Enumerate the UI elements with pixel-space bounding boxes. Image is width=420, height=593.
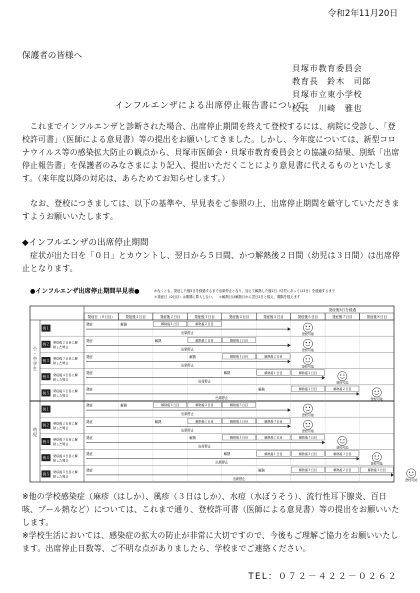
- ok-smiley-eye: [306, 423, 307, 424]
- ok-smiley-eye: [309, 358, 310, 359]
- chart-fever-count-label: 解熱後１日目: [229, 354, 249, 359]
- chart-fever-label: 解熱: [154, 338, 162, 343]
- chart-condition-text: 発症後５日目に解: [53, 470, 78, 475]
- chart-header-label: 発症後４日目: [228, 315, 250, 319]
- chart-example-label: 例２: [42, 423, 50, 428]
- chart-onset-label: 発症: [86, 436, 93, 440]
- chart-fever-count-label: 解熱後２日目: [298, 451, 317, 456]
- ok-smiley-icon: [303, 339, 312, 348]
- chart-fever-count-label: 解熱後１日目: [195, 338, 214, 343]
- ok-smiley-icon: [303, 355, 312, 364]
- chart-fever-count-label: 解熱後３日目: [229, 403, 249, 408]
- suspension-chart-svg: [22, 286, 418, 484]
- chart-onset-label: 発症: [86, 387, 93, 392]
- chart-example-label: 例１: [42, 407, 50, 412]
- ok-smiley-icon: [303, 323, 312, 332]
- chart-note: かなくとも、発症した後5日を経過するまで出席停止となり、加えて解熱した後2日（幼児にあっては3日）を経過するまで: [154, 289, 335, 293]
- chart-fever-label: 解熱: [223, 452, 231, 457]
- ok-smiley-eye: [375, 391, 376, 392]
- ok-smiley-eye: [306, 326, 307, 327]
- chart-condition-text: 発症後４日目に解: [53, 372, 78, 377]
- school-telephone: TEL：０７２－４２２－０２６２: [248, 572, 398, 582]
- ok-smiley-icon: [303, 404, 312, 413]
- document-title: インフルエンザによる出席停止報告書について: [114, 101, 306, 111]
- suspension-chart: [22, 286, 418, 484]
- chart-condition-text: 発症後３日目に解: [53, 356, 78, 361]
- chart-suspension-arrow: [288, 327, 291, 331]
- chart-condition-text: 熱した場合: [53, 344, 69, 349]
- chart-condition-text: 熱した場合: [53, 361, 69, 366]
- chart-ok-label: 登校可能: [301, 348, 315, 353]
- note-other-infections: ※他の学校感染症（麻疹（はしか）、風疹（３日はしか）、水痘（水ぼうそう）、流行性耳下腺炎、百日咳、プール熱など）については、これまで通り、登校許可書（医師による意見書）等の提出をお願いいたします。: [22, 492, 400, 527]
- sender-line: 教育長 鈴木 司郎: [292, 76, 372, 87]
- chart-fever-count-label: 解熱後２日目: [264, 435, 283, 440]
- ok-smiley-eye: [306, 342, 307, 343]
- ok-smiley-eye: [340, 374, 341, 375]
- chart-note: ＊発症日（0日目）は期間に算入しない。 ＊解熱日は解熱日から翌日1日と数え、間隔を数えます: [154, 295, 301, 299]
- chart-condition-text: 熱した場合: [53, 474, 69, 479]
- addressee: 保護者の皆様へ: [22, 51, 83, 61]
- chart-header-label: 発症後７日目: [332, 315, 353, 319]
- chart-fever-label: 解熱: [258, 468, 265, 473]
- chart-suspension-label: 出席停止: [232, 476, 246, 481]
- chart-fever-count-label: 解熱後２日目: [298, 370, 317, 375]
- body-paragraph-3: 症状が出た日を「０日」とカウントし、翌日から５日間、かつ解熱後２日間（幼児は３日間）は出席停止となります。: [22, 251, 400, 273]
- chart-condition-text: 発症後３日目に解: [53, 437, 78, 442]
- chart-condition-text: 熱した場合: [53, 442, 69, 447]
- ok-smiley-eye: [343, 374, 344, 375]
- chart-onset-label: 発症: [86, 371, 93, 376]
- chart-example-label: 例５: [42, 472, 50, 477]
- chart-group-label: 生: [33, 366, 37, 371]
- chart-example-label: 例２: [42, 342, 50, 347]
- ok-smiley-eye: [378, 391, 379, 392]
- chart-ok-label: 登校可能: [301, 364, 315, 369]
- ok-smiley-eye: [375, 455, 376, 456]
- chart-ok-label: 登校可能: [370, 396, 383, 401]
- chart-suspension-label: 出席停止: [198, 379, 211, 384]
- chart-suspension-arrow: [322, 441, 325, 445]
- chart-header-label: 発症後２日目: [159, 315, 181, 319]
- chart-fever-label: 解熱: [120, 322, 128, 327]
- ok-smiley-eye: [343, 439, 344, 440]
- chart-onset-label: 発症: [86, 468, 93, 473]
- chart-suspension-label: 出席停止: [215, 460, 229, 465]
- chart-fever-label: 解熱: [154, 419, 162, 424]
- chart-onset-label: 発症: [86, 403, 93, 408]
- chart-fever-count-label: 解熱後１日目: [264, 451, 283, 456]
- chart-fever-label: 解熱: [189, 436, 196, 440]
- chart-fever-count-label: 解熱後１日目: [229, 435, 249, 440]
- chart-header-label: 発症後８日目: [366, 315, 387, 319]
- chart-onset-label: 発症: [86, 452, 93, 457]
- ok-smiley-icon: [372, 388, 381, 397]
- chart-fever-count-label: 解熱後３日目: [333, 451, 352, 456]
- chart-title: ●インフルエンザ出席停止期間早見表●: [30, 288, 140, 295]
- chart-group-label: 学: [33, 361, 37, 366]
- document-date: 令和2年11月20日: [327, 9, 398, 19]
- chart-suspension-label: 出席停止: [180, 363, 194, 368]
- chart-condition-text: 発症後４日目に解: [53, 453, 78, 458]
- chart-suspension-arrow: [288, 425, 291, 429]
- ok-smiley-eye: [309, 423, 310, 424]
- chart-group-label: 小: [33, 346, 37, 351]
- chart-example-label: 例５: [42, 391, 50, 396]
- chart-suspension-label: 出席停止: [198, 444, 211, 449]
- chart-condition-text: 熱した場合: [53, 458, 69, 463]
- chart-header-label: 発症日（０日目）: [87, 315, 115, 319]
- chart-fever-count-label: 解熱後３日目: [264, 419, 283, 424]
- body-paragraph-2: なお、登校につきましては、以下の基準や、早見表をご参照の上、出席停止期間を厳守していただきますようお願いいたします。: [22, 199, 400, 221]
- chart-suspension-arrow: [391, 473, 394, 477]
- sender-line: 貝塚市立東小学校: [292, 89, 363, 100]
- ok-smiley-icon: [338, 372, 347, 381]
- chart-fever-count-label: 解熱後２日目: [264, 354, 283, 359]
- ok-smiley-icon: [372, 453, 381, 462]
- chart-condition-text: 発症後５日目に解: [53, 389, 78, 394]
- chart-onset-label: 発症: [86, 355, 93, 359]
- chart-fever-count-label: 解熱後１日目: [264, 370, 283, 375]
- chart-fever-label: 解熱: [189, 355, 196, 359]
- chart-ok-label: 登校可能: [301, 413, 315, 417]
- chart-suspension-arrow: [288, 360, 291, 364]
- chart-suspension-label: 出席停止: [180, 412, 194, 417]
- chart-group-label: ・: [33, 351, 37, 356]
- chart-fever-count-label: 解熱後１日目: [298, 387, 317, 391]
- chart-suspension-arrow: [357, 392, 360, 396]
- chart-ok-label: 登校可能: [336, 380, 349, 385]
- chart-suspension-arrow: [288, 408, 291, 412]
- chart-fever-label: 解熱: [258, 387, 265, 392]
- chart-header-label: 発症後６日目: [297, 315, 319, 319]
- note-cooperation: ※学校生活においては、感染症の拡大の防止が非常に大切ですので、今後もご理解ご協力をお願いいたします。出席停止日数等、ご不明な点がありましたら、学校までご連絡ください。: [22, 531, 399, 553]
- chart-fever-count-label: 解熱後３日目: [367, 468, 386, 472]
- chart-fever-count-label: 解熱後２日目: [229, 338, 249, 343]
- ok-smiley-eye: [309, 342, 310, 343]
- chart-fever-label: 解熱: [120, 403, 128, 408]
- chart-fever-count-label: 解熱後１日目: [161, 403, 180, 408]
- chart-header-label: 発症後３日目: [194, 315, 215, 319]
- chart-suspension-label: 出席停止: [180, 331, 194, 336]
- chart-ok-label: 登校可能: [405, 477, 418, 482]
- chart-header-label: 発症後５日目: [263, 315, 284, 319]
- chart-header-group: 発症後5日を経過: [328, 308, 357, 312]
- ok-smiley-icon: [338, 436, 347, 445]
- chart-suspension-arrow: [357, 457, 360, 461]
- chart-fever-count-label: 解熱後１日目: [298, 468, 317, 472]
- chart-condition-text: 熱した場合: [53, 377, 69, 382]
- chart-fever-count-label: 解熱後２日目: [333, 468, 352, 472]
- sender-line: 校長 川崎 雅也: [292, 102, 363, 113]
- ok-smiley-icon: [303, 420, 312, 429]
- body-paragraph-1: これまでインフルエンザと診断された場合、出席停止期間を終えて登校するには、病院に受診し、「登校許可書」（医師による意見書）等の提出をお願いしてきました。しかし、今年度については、新型コロナウイルス等の感染拡大防止の観点から、貝塚市医師会・貝塚市教育委員会との協議の結果、別紙「出席停止報告書」を保護者のみなさまにより記入、提出いただくことにより意見書に代えるものといたします。（来年度以降の対応は、あらためてお知らせします。）: [22, 122, 400, 183]
- ok-smiley-eye: [409, 472, 410, 473]
- section-heading: ◆インフルエンザの出席停止期間: [22, 238, 149, 248]
- chart-example-label: 例４: [42, 456, 50, 461]
- chart-onset-label: 発症: [86, 419, 93, 424]
- chart-condition-text: 発症後２日目に解: [53, 340, 78, 345]
- ok-smiley-eye: [340, 439, 341, 440]
- ok-smiley-eye: [306, 358, 307, 359]
- ok-smiley-eye: [309, 407, 310, 408]
- chart-example-label: 例４: [42, 375, 50, 380]
- chart-example-label: 例１: [42, 326, 50, 331]
- ok-smiley-eye: [309, 326, 310, 327]
- chart-fever-count-label: 解熱後３日目: [298, 435, 317, 440]
- chart-group-label: 幼: [33, 427, 37, 432]
- chart-fever-count-label: 解熱後２日目: [195, 403, 214, 408]
- chart-fever-count-label: 解熱後１日目: [195, 419, 214, 424]
- chart-group-label: 児: [33, 432, 37, 437]
- chart-onset-label: 発症: [86, 338, 93, 343]
- chart-condition-text: 熱した場合: [53, 425, 69, 430]
- chart-ok-label: 登校可能: [301, 429, 315, 434]
- chart-suspension-label: 出席停止: [180, 428, 194, 433]
- ok-smiley-icon: [407, 469, 416, 478]
- chart-fever-count-label: 解熱後２日目: [229, 419, 249, 424]
- chart-ok-label: 登校可能: [370, 461, 383, 466]
- ok-smiley-eye: [306, 407, 307, 408]
- chart-fever-count-label: 解熱後２日目: [333, 387, 352, 391]
- chart-ok-label: 登校可能: [336, 445, 349, 450]
- chart-condition-text: 熱した場合: [53, 393, 69, 398]
- ok-smiley-eye: [378, 455, 379, 456]
- chart-example-label: 例３: [42, 439, 50, 444]
- sender-line: 貝塚市教育委員会: [292, 63, 363, 73]
- chart-suspension-label: 出席停止: [215, 395, 229, 400]
- chart-group-label: 中: [33, 356, 37, 361]
- chart-onset-label: 発症: [86, 322, 93, 327]
- chart-condition-text: 発症後２日目に解: [53, 421, 78, 426]
- chart-suspension-arrow: [322, 376, 325, 380]
- chart-ok-label: 登校可能: [301, 332, 315, 336]
- chart-example-label: 例３: [42, 358, 50, 363]
- ok-smiley-eye: [412, 472, 413, 473]
- chart-fever-count-label: 解熱後１日目: [161, 322, 180, 327]
- chart-suspension-label: 出席停止: [180, 347, 194, 352]
- chart-fever-label: 解熱: [223, 371, 231, 376]
- chart-suspension-arrow: [288, 344, 291, 348]
- chart-header-label: 発症後１日目: [125, 315, 146, 319]
- chart-fever-count-label: 解熱後２日目: [195, 322, 214, 327]
